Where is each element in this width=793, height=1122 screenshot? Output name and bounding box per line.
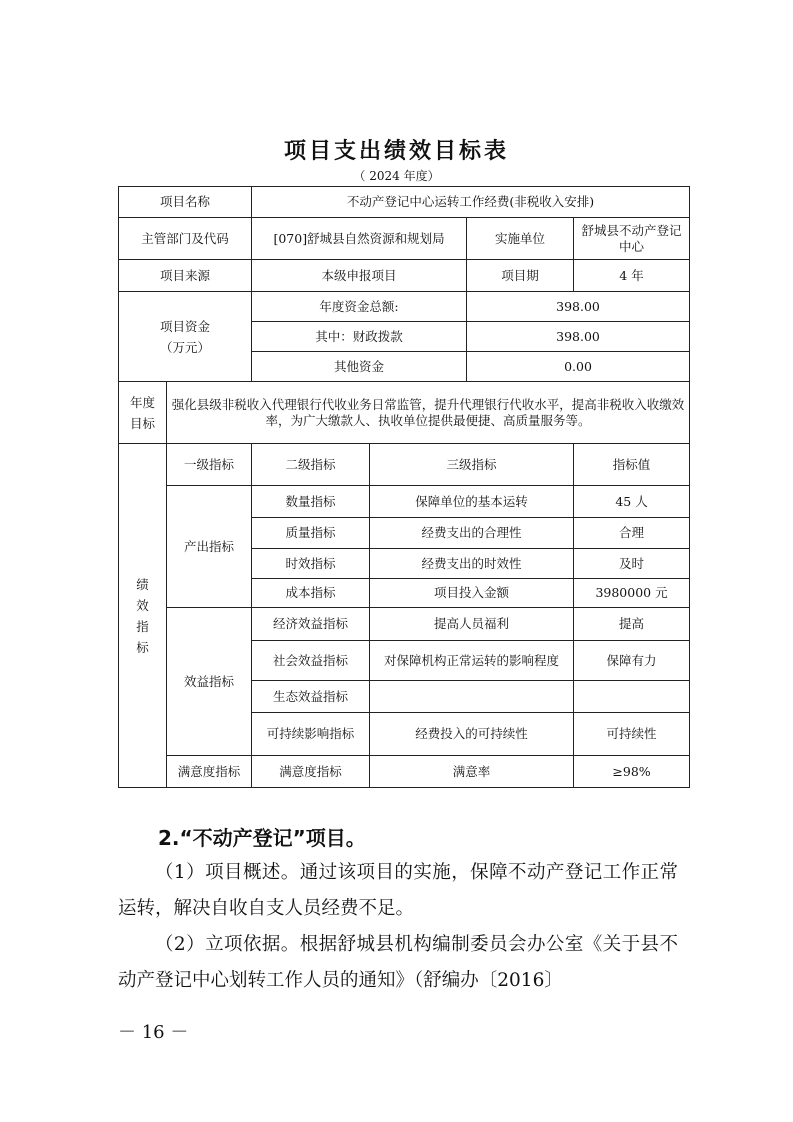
level2-cell: 可持续影响指标 (252, 713, 370, 756)
funds-fiscal-value: 398.00 (467, 322, 690, 352)
level2-cell: 满意度指标 (252, 756, 370, 788)
value-cell: ≥98% (574, 756, 690, 788)
funds-total-value: 398.00 (467, 292, 690, 322)
header-level1: 一级指标 (167, 444, 252, 486)
row-source (119, 260, 690, 292)
level3-cell: 经费支出的合理性 (370, 518, 574, 549)
level3-cell: 对保障机构正常运转的影响程度 (370, 641, 574, 681)
row-department (119, 218, 690, 260)
value-cell (574, 681, 690, 713)
level2-cell: 时效指标 (252, 549, 370, 579)
department-value: [070]舒城县自然资源和规划局 (252, 218, 467, 260)
value-cell: 提高 (574, 608, 690, 641)
funds-label (119, 292, 252, 382)
page-number: － 16 － (118, 1022, 189, 1043)
value-cell: 45 人 (574, 486, 690, 518)
table-row (119, 756, 690, 788)
year-line: （ 2024 年度） (353, 169, 440, 183)
header-level3: 三级指标 (370, 444, 574, 486)
page-title: 项目支出绩效目标表 (283, 139, 509, 164)
paragraph-overview: （1）项目概述。通过该项目的实施，保障不动产登记工作正常运转，解决自收自支人员经费不足。 (118, 862, 678, 919)
funds-label-text: 项目资金 （万元） (160, 318, 211, 355)
level3-cell: 经费投入的可持续性 (370, 713, 574, 756)
period-value: 4 年 (574, 260, 690, 292)
satisfaction-level1: 满意度指标 (167, 756, 252, 788)
level3-cell: 项目投入金额 (370, 579, 574, 608)
implementer-value: 舒城县不动产登记中心 (574, 218, 690, 260)
funds-other-label: 其他资金 (252, 352, 467, 382)
indicator-side-label (119, 444, 167, 788)
output-indicator-label: 产出指标 (167, 486, 252, 608)
level3-cell: 保障单位的基本运转 (370, 486, 574, 518)
level2-cell: 生态效益指标 (252, 681, 370, 713)
goal-label (119, 382, 167, 444)
value-cell: 3980000 元 (574, 579, 690, 608)
row-goal (119, 382, 690, 444)
value-cell: 保障有力 (574, 641, 690, 681)
header-level2: 二级指标 (252, 444, 370, 486)
goal-value: 强化县级非税收入代理银行代收业务日常监管，提升代理银行代收水平，提高非税收入收缴效率，为广大缴款人、执收单位提供最便捷、高质量服务等。 (167, 382, 690, 444)
table-row (119, 486, 690, 518)
level2-cell: 成本指标 (252, 579, 370, 608)
benefit-indicator-label: 效益指标 (167, 608, 252, 756)
indicator-side-text: 绩 效 指 标 (136, 576, 149, 655)
level2-cell: 质量指标 (252, 518, 370, 549)
value-cell: 及时 (574, 549, 690, 579)
source-value: 本级申报项目 (252, 260, 467, 292)
value-cell: 合理 (574, 518, 690, 549)
value-cell: 可持续性 (574, 713, 690, 756)
level2-cell: 社会效益指标 (252, 641, 370, 681)
level2-cell: 数量指标 (252, 486, 370, 518)
period-label: 项目期 (467, 260, 574, 292)
funds-other-value: 0.00 (467, 352, 690, 382)
paragraph-basis: （2）立项依据。根据舒城县机构编制委员会办公室《关于县不动产登记中心划转工作人员的通知》（舒编办〔2016〕 (118, 934, 678, 991)
level2-cell: 经济效益指标 (252, 608, 370, 641)
section-heading: 2.“不动产登记”项目。 (158, 826, 366, 850)
source-label: 项目来源 (119, 260, 252, 292)
project-name-value: 不动产登记中心运转工作经费(非税收入安排) (252, 187, 690, 218)
funds-total-label: 年度资金总额: (252, 292, 467, 322)
project-name-label: 项目名称 (119, 187, 252, 218)
row-project-name (119, 187, 690, 218)
table-row (119, 608, 690, 641)
funds-fiscal-label: 其中：财政拨款 (252, 322, 467, 352)
goal-label-text: 年度 目标 (129, 394, 155, 431)
performance-table (118, 186, 690, 788)
department-label: 主管部门及代码 (119, 218, 252, 260)
implementer-label: 实施单位 (467, 218, 574, 260)
level3-cell: 经费支出的时效性 (370, 549, 574, 579)
level3-cell (370, 681, 574, 713)
header-value: 指标值 (574, 444, 690, 486)
row-indicator-headers (119, 444, 690, 486)
level3-cell: 提高人员福利 (370, 608, 574, 641)
row-funds-total (119, 292, 690, 322)
level3-cell: 满意率 (370, 756, 574, 788)
